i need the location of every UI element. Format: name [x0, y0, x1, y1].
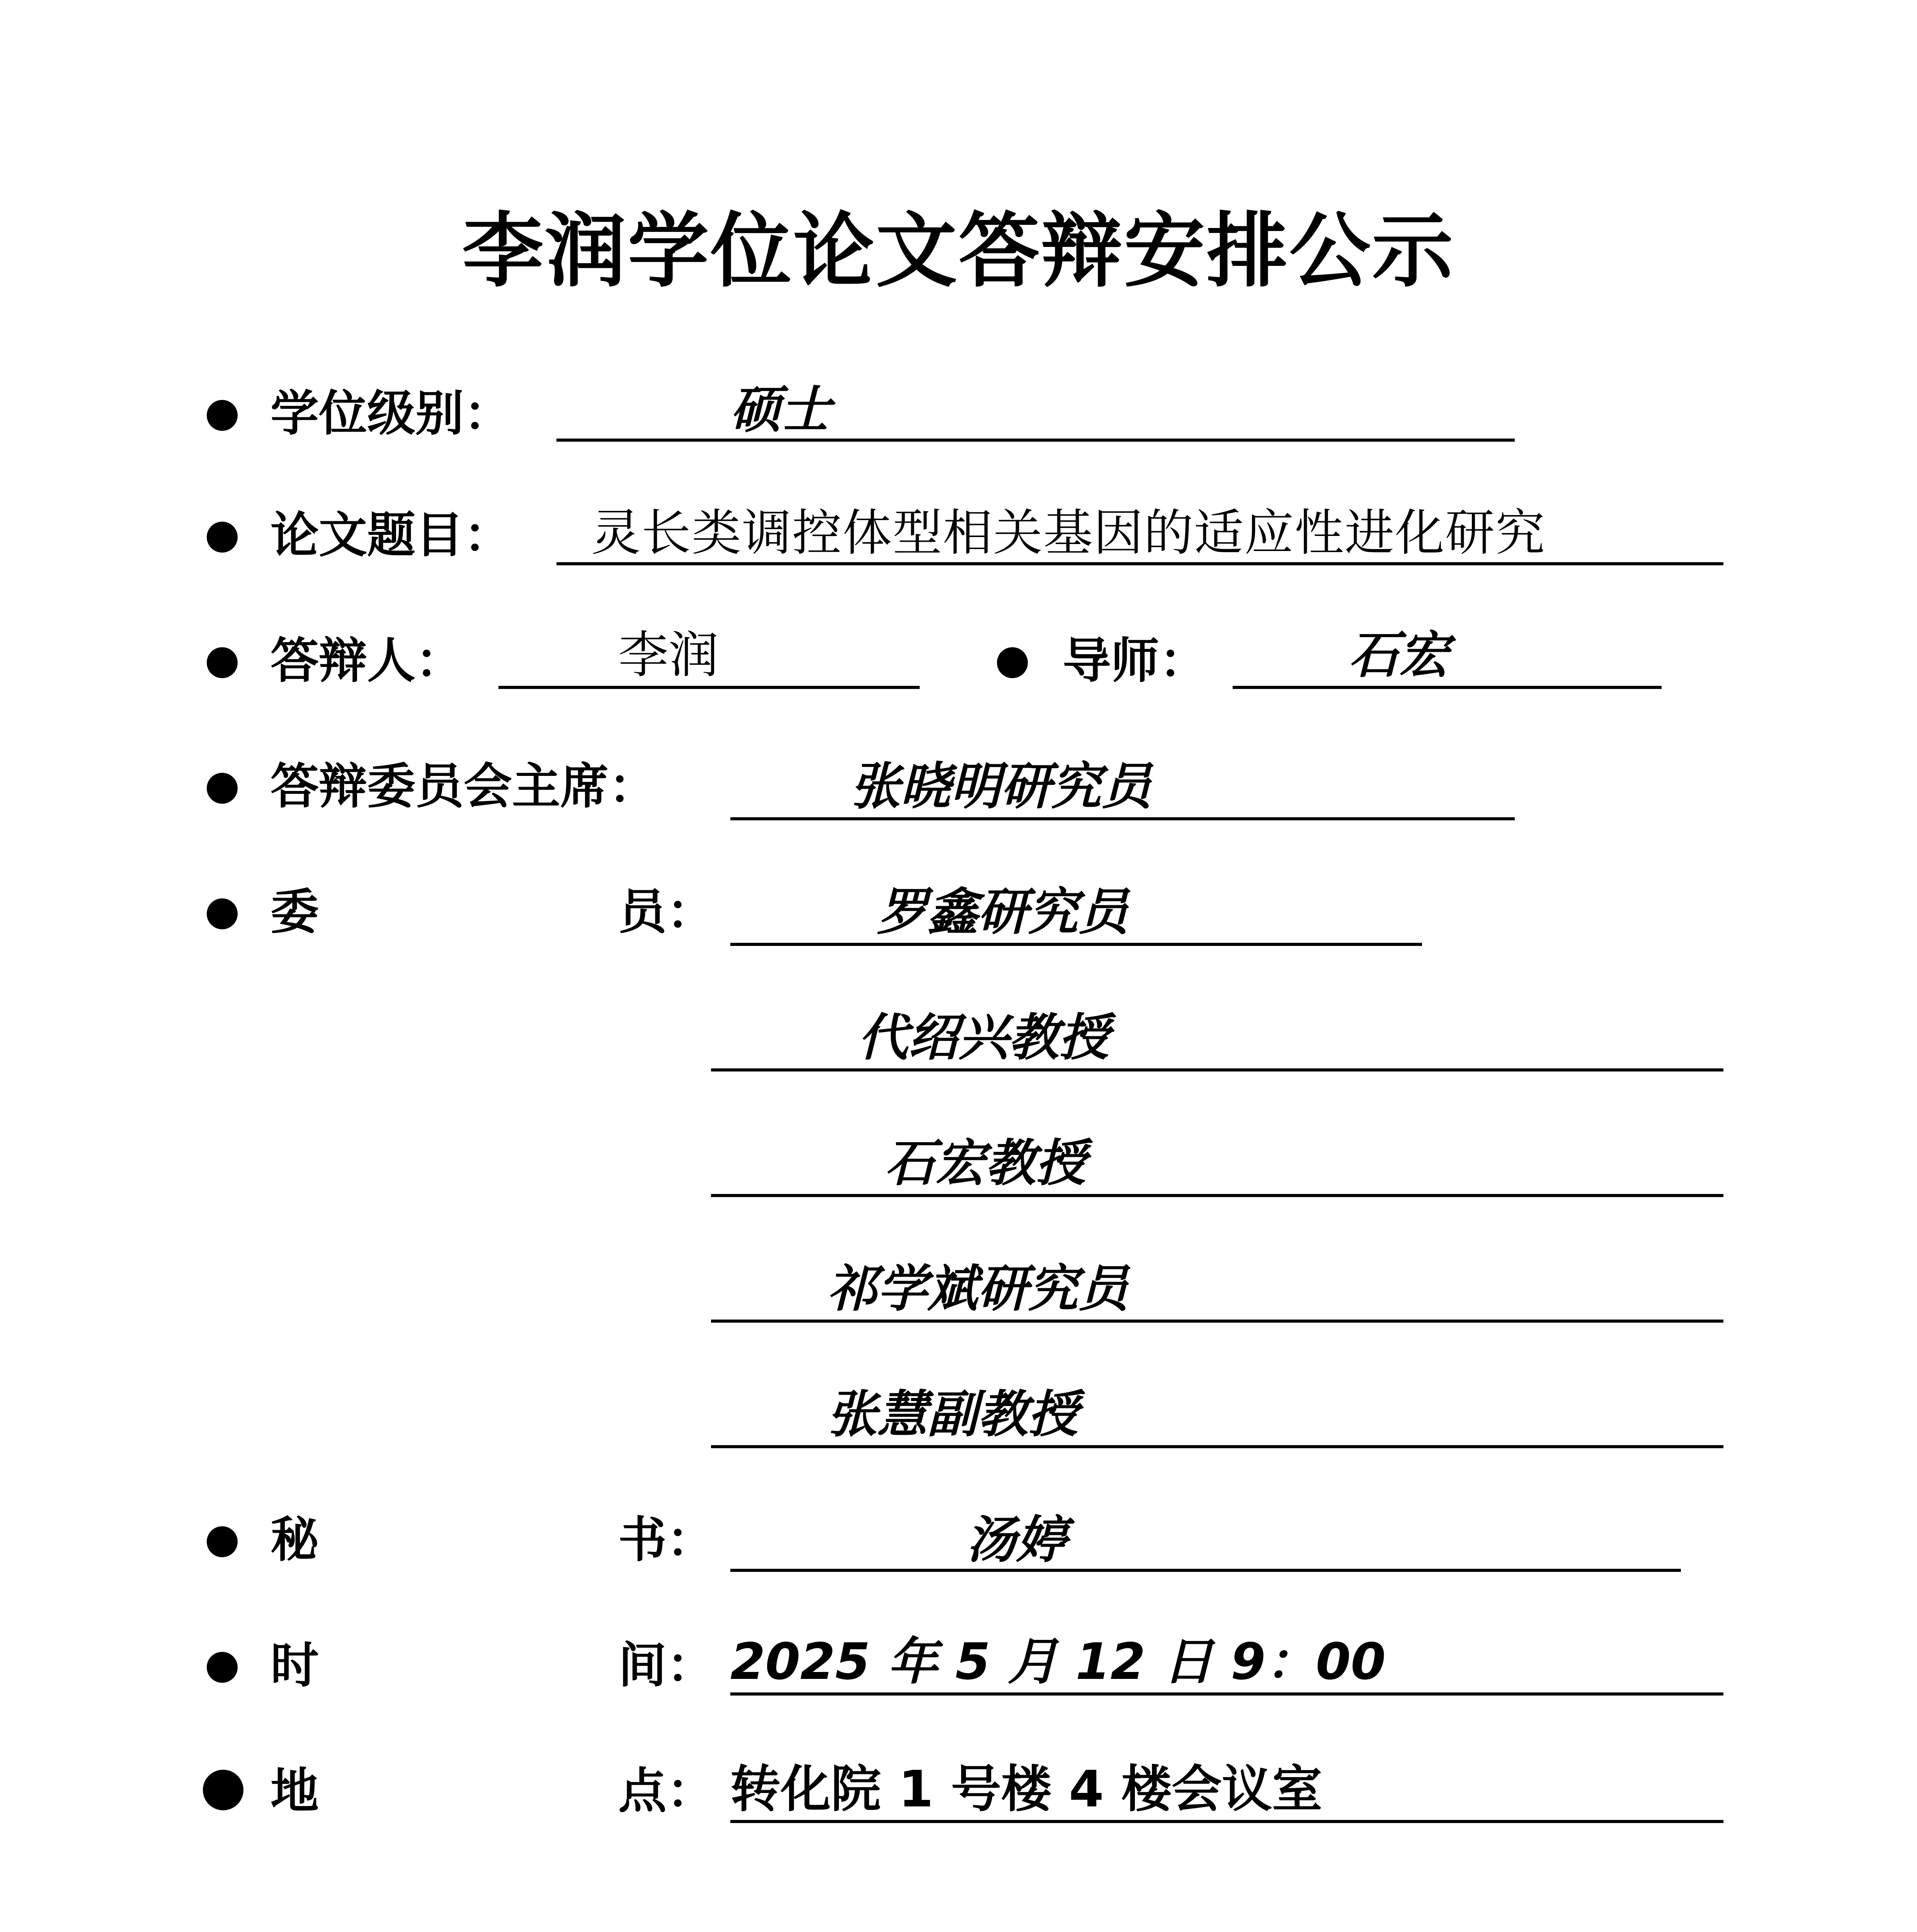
- secretary-label-start: 秘: [270, 1512, 319, 1568]
- members-label-end: 员：: [618, 884, 715, 940]
- member-underline: [711, 1068, 1723, 1071]
- time-value: 2025 年 5 月 12 日 9：00: [730, 1632, 1386, 1691]
- secretary-label-end: 书：: [618, 1512, 715, 1568]
- bullet-icon: [207, 773, 238, 804]
- degree-level-value: 硕士: [730, 380, 831, 439]
- degree-level-underline: [556, 439, 1515, 442]
- time-label-start: 时: [270, 1637, 319, 1694]
- chair-underline: [730, 817, 1515, 820]
- member-value: 罗鑫研究员: [877, 882, 1129, 941]
- thesis-title-value: 灵长类调控体型相关基因的适应性进化研究: [591, 504, 1546, 562]
- defender-value: 李润: [618, 626, 719, 684]
- time-label-end: 间：: [618, 1637, 715, 1694]
- members-label-start: 委: [270, 884, 319, 940]
- bullet-icon: [207, 647, 238, 678]
- location-underline: [730, 1820, 1723, 1823]
- secretary-underline: [730, 1569, 1681, 1572]
- advisor-value: 石宏: [1349, 625, 1449, 684]
- bullet-icon: [997, 647, 1028, 678]
- defender-underline: [498, 686, 920, 689]
- bullet-icon: [207, 400, 238, 431]
- location-value: 转化院 1 号楼 4 楼会议室: [730, 1760, 1322, 1818]
- page-title: 李润学位论文答辩安排公示: [462, 204, 1455, 298]
- member-underline: [711, 1445, 1723, 1448]
- location-label-start: 地: [270, 1763, 319, 1819]
- secretary-value: 汤婷: [966, 1510, 1067, 1569]
- chair-value: 张晓明研究员: [850, 757, 1152, 816]
- bullet-icon: [207, 898, 238, 929]
- member-value: 代绍兴教授: [858, 1008, 1109, 1067]
- advisor-label: 导师：: [1063, 633, 1208, 689]
- member-underline: [711, 1320, 1723, 1323]
- member-underline: [730, 943, 1422, 946]
- bullet-icon: [203, 1770, 243, 1810]
- advisor-underline: [1233, 686, 1662, 689]
- chair-label: 答辩委员会主席：: [270, 758, 657, 815]
- bullet-icon: [207, 522, 238, 553]
- defender-label: 答辩人：: [270, 633, 464, 689]
- location-label-end: 点：: [618, 1763, 715, 1819]
- member-value: 祁学斌研究员: [827, 1259, 1129, 1318]
- degree-level-label: 学位级别：: [270, 385, 512, 442]
- time-underline: [730, 1692, 1723, 1696]
- thesis-title-underline: [556, 562, 1723, 565]
- bullet-icon: [207, 1652, 238, 1683]
- bullet-icon: [207, 1526, 238, 1557]
- member-value: 张慧副教授: [827, 1384, 1078, 1444]
- member-value: 石宏教授: [885, 1133, 1086, 1192]
- thesis-title-label: 论文题目：: [270, 507, 512, 563]
- member-underline: [711, 1194, 1723, 1197]
